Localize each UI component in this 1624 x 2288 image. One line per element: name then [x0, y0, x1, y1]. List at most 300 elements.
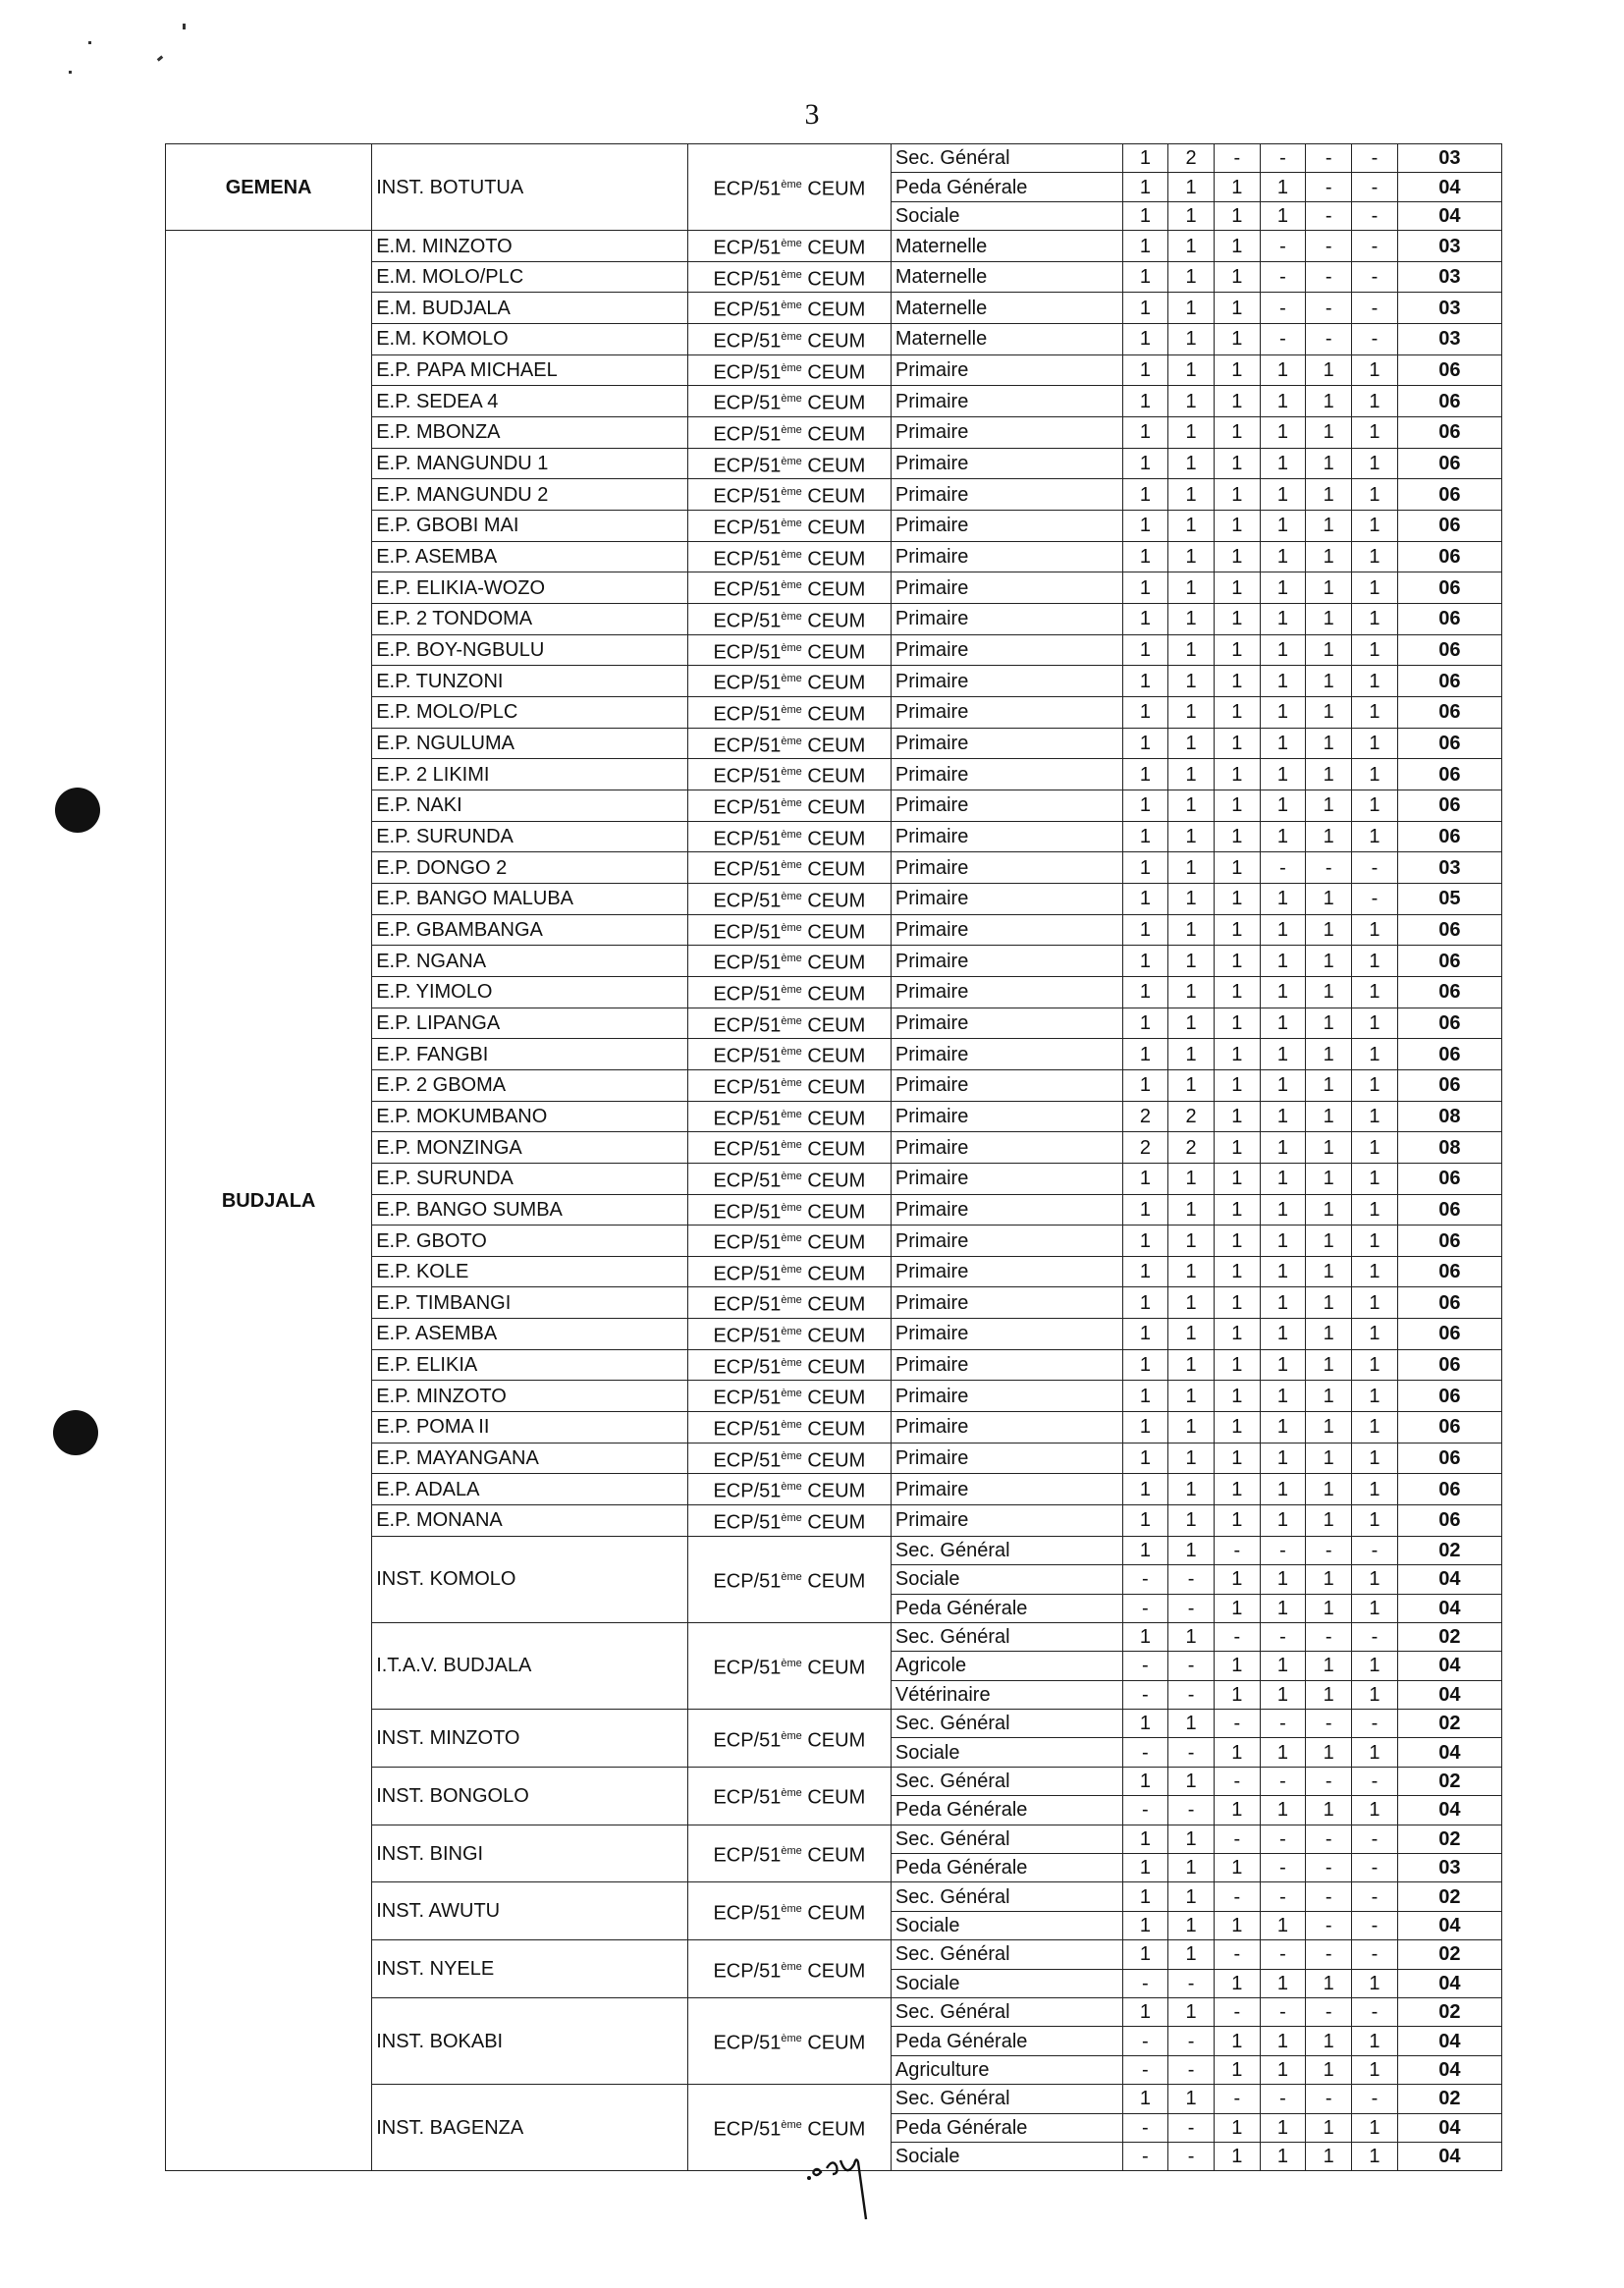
class-count: 1 — [1214, 1738, 1260, 1767]
class-count: 1 — [1122, 1381, 1168, 1412]
class-count: 1 — [1306, 1287, 1352, 1319]
row-total: 02 — [1397, 1767, 1501, 1795]
code-superscript: ème — [781, 921, 802, 934]
class-count: 1 — [1306, 1594, 1352, 1622]
code-superscript: ème — [781, 641, 802, 654]
code-superscript: ème — [781, 1326, 802, 1338]
class-count: - — [1260, 1767, 1306, 1795]
school-name: E.P. BANGO SUMBA — [372, 1194, 688, 1226]
code-prefix: ECP/51 — [713, 517, 782, 539]
management-code — [687, 1132, 891, 1164]
row-total: 06 — [1397, 511, 1501, 542]
code-prefix: ECP/51 — [713, 237, 782, 259]
class-count: 1 — [1122, 1536, 1168, 1564]
class-count: 1 — [1214, 1194, 1260, 1226]
school-name: INST. BOTUTUA — [372, 144, 688, 231]
class-count: 1 — [1306, 821, 1352, 852]
school-name: I.T.A.V. BUDJALA — [372, 1622, 688, 1709]
class-count: 1 — [1214, 1069, 1260, 1101]
class-count: 1 — [1306, 572, 1352, 604]
section-name: Sociale — [891, 2142, 1122, 2170]
section-name: Primaire — [891, 1194, 1122, 1226]
class-count: 1 — [1260, 354, 1306, 386]
management-code — [687, 790, 891, 821]
class-count: 1 — [1260, 666, 1306, 697]
class-count: 1 — [1122, 1911, 1168, 1939]
code-suffix: CEUM — [801, 952, 866, 974]
class-count: 1 — [1260, 697, 1306, 729]
class-count: 1 — [1352, 1680, 1398, 1709]
class-count: 1 — [1214, 946, 1260, 977]
class-count: 1 — [1122, 386, 1168, 417]
section-name: Sec. Général — [891, 1536, 1122, 1564]
school-name: E.P. 2 LIKIMI — [372, 759, 688, 790]
code-suffix: CEUM — [801, 2032, 866, 2054]
code-superscript: ème — [781, 179, 802, 191]
section-name: Primaire — [891, 604, 1122, 635]
class-count: 1 — [1168, 976, 1215, 1008]
school-name: E.P. PAPA MICHAEL — [372, 354, 688, 386]
class-count: 1 — [1260, 1194, 1306, 1226]
section-name: Agricole — [891, 1652, 1122, 1680]
class-count: 1 — [1168, 1039, 1215, 1070]
school-name: INST. BINGI — [372, 1825, 688, 1882]
class-count: 1 — [1306, 2055, 1352, 2084]
code-suffix: CEUM — [801, 361, 866, 384]
code-suffix: CEUM — [801, 1170, 866, 1192]
class-count: - — [1122, 1969, 1168, 1997]
code-prefix: ECP/51 — [713, 610, 782, 632]
class-count: 1 — [1352, 1194, 1398, 1226]
code-prefix: ECP/51 — [713, 1356, 782, 1379]
section-name: Primaire — [891, 976, 1122, 1008]
code-prefix: ECP/51 — [713, 858, 782, 881]
class-count: - — [1352, 1997, 1398, 2026]
class-count: 1 — [1168, 634, 1215, 666]
class-count: 1 — [1168, 1194, 1215, 1226]
row-total: 06 — [1397, 1412, 1501, 1444]
class-count: 1 — [1352, 1069, 1398, 1101]
row-total: 06 — [1397, 386, 1501, 417]
class-count: 1 — [1122, 1069, 1168, 1101]
class-count: - — [1306, 1536, 1352, 1564]
class-count: 1 — [1214, 1132, 1260, 1164]
class-count: 1 — [1352, 1505, 1398, 1537]
class-count: 1 — [1214, 1594, 1260, 1622]
school-name: E.P. 2 GBOMA — [372, 1069, 688, 1101]
class-count: - — [1352, 1767, 1398, 1795]
class-count: 1 — [1260, 821, 1306, 852]
class-count: 1 — [1122, 1767, 1168, 1795]
row-total: 06 — [1397, 946, 1501, 977]
class-count: - — [1306, 293, 1352, 324]
code-prefix: ECP/51 — [713, 1902, 782, 1925]
code-superscript: ème — [781, 2119, 802, 2132]
code-prefix: ECP/51 — [713, 1076, 782, 1099]
class-count: 1 — [1214, 976, 1260, 1008]
class-count: 1 — [1122, 976, 1168, 1008]
class-count: - — [1306, 1940, 1352, 1969]
section-name: Primaire — [891, 634, 1122, 666]
class-count: 1 — [1214, 448, 1260, 479]
code-superscript: ème — [781, 611, 802, 624]
class-count: 1 — [1168, 1536, 1215, 1564]
class-count: 1 — [1168, 231, 1215, 262]
class-count: 1 — [1168, 293, 1215, 324]
class-count: 1 — [1306, 604, 1352, 635]
class-count: - — [1352, 1825, 1398, 1853]
row-total: 06 — [1397, 1474, 1501, 1505]
code-suffix: CEUM — [801, 1076, 866, 1099]
row-total: 06 — [1397, 790, 1501, 821]
management-code — [687, 852, 891, 884]
management-code — [687, 1163, 891, 1194]
section-name: Sec. Général — [891, 1940, 1122, 1969]
class-count: 1 — [1214, 2027, 1260, 2055]
staffing-table-body — [166, 144, 1502, 2171]
class-count: 1 — [1214, 728, 1260, 759]
class-count: 1 — [1168, 759, 1215, 790]
school-name: E.P. MBONZA — [372, 417, 688, 449]
code-suffix: CEUM — [801, 237, 866, 259]
class-count: - — [1214, 1536, 1260, 1564]
class-count: - — [1122, 2142, 1168, 2170]
class-count: 1 — [1352, 634, 1398, 666]
class-count: - — [1122, 2055, 1168, 2084]
class-count: 1 — [1260, 1287, 1306, 1319]
class-count: 1 — [1214, 1287, 1260, 1319]
section-name: Sec. Général — [891, 1710, 1122, 1738]
class-count: 1 — [1306, 1039, 1352, 1070]
class-count: 1 — [1214, 1256, 1260, 1287]
class-count: 1 — [1214, 821, 1260, 852]
class-count: 1 — [1352, 1381, 1398, 1412]
school-name: INST. BOKABI — [372, 1997, 688, 2084]
code-prefix: ECP/51 — [713, 983, 782, 1006]
class-count: 1 — [1122, 417, 1168, 449]
class-count: 1 — [1122, 354, 1168, 386]
code-suffix: CEUM — [801, 300, 866, 322]
class-count: 1 — [1352, 1412, 1398, 1444]
class-count: - — [1352, 1710, 1398, 1738]
code-superscript: ème — [781, 1845, 802, 1858]
class-count: 1 — [1260, 1101, 1306, 1132]
code-prefix: ECP/51 — [713, 1657, 782, 1679]
class-count: 1 — [1260, 1911, 1306, 1939]
management-code — [687, 883, 891, 914]
code-superscript: ème — [781, 1658, 802, 1670]
class-count: 1 — [1168, 1940, 1215, 1969]
row-total: 06 — [1397, 541, 1501, 572]
class-count: 1 — [1214, 1443, 1260, 1474]
code-prefix: ECP/51 — [713, 268, 782, 291]
class-count: 1 — [1122, 1256, 1168, 1287]
class-count: 1 — [1122, 1997, 1168, 2026]
class-count: - — [1168, 2142, 1215, 2170]
class-count: 1 — [1306, 2142, 1352, 2170]
school-name: E.P. SEDEA 4 — [372, 386, 688, 417]
class-count: 1 — [1214, 1163, 1260, 1194]
binder-hole-mark — [55, 788, 100, 833]
staffing-table — [165, 143, 1502, 2171]
class-count: 1 — [1122, 201, 1168, 230]
class-count: 1 — [1352, 790, 1398, 821]
row-total: 06 — [1397, 976, 1501, 1008]
section-name: Sociale — [891, 1565, 1122, 1594]
code-superscript: ème — [781, 1570, 802, 1583]
code-superscript: ème — [781, 1046, 802, 1059]
row-total: 06 — [1397, 1194, 1501, 1226]
class-count: 1 — [1352, 354, 1398, 386]
class-count: 1 — [1260, 604, 1306, 635]
code-suffix: CEUM — [801, 579, 866, 602]
code-prefix: ECP/51 — [713, 2119, 782, 2142]
code-suffix: CEUM — [801, 1960, 866, 1983]
class-count: 1 — [1260, 1226, 1306, 1257]
class-count: 1 — [1306, 883, 1352, 914]
management-code — [687, 914, 891, 946]
class-count: 1 — [1168, 914, 1215, 946]
school-name: E.P. BOY-NGBULU — [372, 634, 688, 666]
section-name: Maternelle — [891, 231, 1122, 262]
class-count: - — [1214, 1767, 1260, 1795]
row-total: 06 — [1397, 759, 1501, 790]
section-name: Primaire — [891, 386, 1122, 417]
code-prefix: ECP/51 — [713, 486, 782, 509]
school-name: E.P. ASEMBA — [372, 541, 688, 572]
class-count: 1 — [1214, 2055, 1260, 2084]
class-count: 1 — [1260, 201, 1306, 230]
class-count: 2 — [1168, 1132, 1215, 1164]
class-count: 1 — [1214, 231, 1260, 262]
class-count: 1 — [1352, 1319, 1398, 1350]
class-count: - — [1260, 293, 1306, 324]
section-name: Maternelle — [891, 261, 1122, 293]
class-count: 1 — [1306, 511, 1352, 542]
class-count: 1 — [1168, 1767, 1215, 1795]
code-suffix: CEUM — [801, 1231, 866, 1254]
management-code — [687, 261, 891, 293]
class-count: - — [1168, 1680, 1215, 1709]
class-count: 1 — [1306, 354, 1352, 386]
row-total: 02 — [1397, 1997, 1501, 2026]
section-name: Peda Générale — [891, 173, 1122, 201]
code-suffix: CEUM — [801, 1481, 866, 1503]
code-suffix: CEUM — [801, 1418, 866, 1441]
scan-speck — [88, 41, 91, 44]
class-count: 1 — [1214, 852, 1260, 884]
code-prefix: ECP/51 — [713, 1108, 782, 1130]
code-suffix: CEUM — [801, 1325, 866, 1347]
school-name: INST. MINZOTO — [372, 1710, 688, 1768]
management-code — [687, 1825, 891, 1882]
section-name: Primaire — [891, 1256, 1122, 1287]
class-count: 1 — [1214, 1412, 1260, 1444]
class-count: - — [1306, 201, 1352, 230]
class-count: 1 — [1168, 1256, 1215, 1287]
class-count: - — [1260, 324, 1306, 355]
class-count: - — [1352, 883, 1398, 914]
code-suffix: CEUM — [801, 423, 866, 446]
class-count: 1 — [1352, 386, 1398, 417]
row-total: 06 — [1397, 1256, 1501, 1287]
section-name: Primaire — [891, 946, 1122, 977]
code-superscript: ème — [781, 1729, 802, 1742]
school-name: E.M. BUDJALA — [372, 293, 688, 324]
class-count: 1 — [1306, 666, 1352, 697]
management-code — [687, 1008, 891, 1039]
code-suffix: CEUM — [801, 486, 866, 509]
row-total: 04 — [1397, 2142, 1501, 2170]
class-count: 1 — [1214, 1039, 1260, 1070]
code-superscript: ème — [781, 1388, 802, 1400]
row-total: 06 — [1397, 1505, 1501, 1537]
code-superscript: ème — [781, 673, 802, 685]
class-count: 1 — [1260, 1443, 1306, 1474]
school-name: E.P. BANGO MALUBA — [372, 883, 688, 914]
management-code — [687, 1101, 891, 1132]
scan-speck — [69, 71, 72, 74]
class-count: 1 — [1122, 511, 1168, 542]
section-name: Primaire — [891, 479, 1122, 511]
class-count: 1 — [1352, 1039, 1398, 1070]
class-count: 1 — [1260, 634, 1306, 666]
code-suffix: CEUM — [801, 641, 866, 664]
code-prefix: ECP/51 — [713, 735, 782, 757]
class-count: 1 — [1168, 946, 1215, 977]
code-superscript: ème — [781, 579, 802, 592]
class-count: 1 — [1352, 1008, 1398, 1039]
row-total: 06 — [1397, 821, 1501, 852]
class-count: 1 — [1214, 1854, 1260, 1882]
code-superscript: ème — [781, 1787, 802, 1800]
section-name: Peda Générale — [891, 1796, 1122, 1825]
code-prefix: ECP/51 — [713, 330, 782, 353]
code-prefix: ECP/51 — [713, 796, 782, 819]
code-prefix: ECP/51 — [713, 1294, 782, 1317]
row-total: 02 — [1397, 1882, 1501, 1911]
code-suffix: CEUM — [801, 1138, 866, 1161]
class-count: - — [1214, 1825, 1260, 1853]
row-total: 04 — [1397, 2113, 1501, 2142]
management-code — [687, 1443, 891, 1474]
section-name: Primaire — [891, 883, 1122, 914]
code-suffix: CEUM — [801, 921, 866, 944]
class-count: 1 — [1352, 417, 1398, 449]
class-count: 1 — [1260, 1381, 1306, 1412]
class-count: 1 — [1306, 1652, 1352, 1680]
class-count: 1 — [1306, 697, 1352, 729]
school-name: E.P. NGULUMA — [372, 728, 688, 759]
code-superscript: ème — [781, 1076, 802, 1089]
code-suffix: CEUM — [801, 796, 866, 819]
class-count: 1 — [1168, 1622, 1215, 1651]
row-total: 04 — [1397, 1565, 1501, 1594]
school-name: E.P. TIMBANGI — [372, 1287, 688, 1319]
management-code — [687, 666, 891, 697]
code-prefix: ECP/51 — [713, 673, 782, 695]
class-count: 1 — [1352, 697, 1398, 729]
class-count: 1 — [1352, 1256, 1398, 1287]
class-count: 1 — [1352, 1969, 1398, 1997]
section-name: Primaire — [891, 1008, 1122, 1039]
class-count: 1 — [1306, 386, 1352, 417]
class-count: - — [1214, 1940, 1260, 1969]
row-total: 04 — [1397, 1652, 1501, 1680]
class-count: 1 — [1260, 1738, 1306, 1767]
class-count: - — [1260, 1882, 1306, 1911]
section-name: Sociale — [891, 201, 1122, 230]
class-count: 1 — [1306, 790, 1352, 821]
code-suffix: CEUM — [801, 178, 866, 200]
section-name: Primaire — [891, 572, 1122, 604]
class-count: 1 — [1260, 417, 1306, 449]
scan-speck — [157, 55, 164, 61]
code-suffix: CEUM — [801, 735, 866, 757]
class-count: 1 — [1168, 511, 1215, 542]
class-count: - — [1214, 1622, 1260, 1651]
class-count: 1 — [1168, 261, 1215, 293]
school-name: E.P. ELIKIA — [372, 1349, 688, 1381]
code-superscript: ème — [781, 1014, 802, 1027]
code-superscript: ème — [781, 890, 802, 902]
row-total: 06 — [1397, 1069, 1501, 1101]
row-total: 06 — [1397, 479, 1501, 511]
management-code — [687, 448, 891, 479]
class-count: 1 — [1352, 2055, 1398, 2084]
class-count: 1 — [1214, 1652, 1260, 1680]
class-count: 1 — [1352, 572, 1398, 604]
class-count: 2 — [1122, 1132, 1168, 1164]
class-count: 1 — [1214, 1474, 1260, 1505]
class-count: 1 — [1306, 1256, 1352, 1287]
class-count: 1 — [1214, 604, 1260, 635]
class-count: 1 — [1168, 479, 1215, 511]
school-name: E.P. DONGO 2 — [372, 852, 688, 884]
class-count: 1 — [1352, 1226, 1398, 1257]
class-count: - — [1306, 1854, 1352, 1882]
row-total: 03 — [1397, 144, 1501, 173]
class-count: - — [1168, 1738, 1215, 1767]
code-superscript: ème — [781, 300, 802, 312]
class-count: 1 — [1352, 1101, 1398, 1132]
management-code — [687, 541, 891, 572]
class-count: 1 — [1260, 386, 1306, 417]
class-count: 1 — [1306, 1226, 1352, 1257]
class-count: 1 — [1260, 1796, 1306, 1825]
class-count: 1 — [1122, 728, 1168, 759]
class-count: 1 — [1122, 1710, 1168, 1738]
school-name: E.P. MONZINGA — [372, 1132, 688, 1164]
section-name: Primaire — [891, 1381, 1122, 1412]
row-total: 05 — [1397, 883, 1501, 914]
class-count: 1 — [1122, 1474, 1168, 1505]
code-prefix: ECP/51 — [713, 423, 782, 446]
class-count: 1 — [1168, 1287, 1215, 1319]
section-name: Peda Générale — [891, 1854, 1122, 1882]
row-total: 04 — [1397, 1680, 1501, 1709]
class-count: - — [1352, 1940, 1398, 1969]
code-prefix: ECP/51 — [713, 1729, 782, 1752]
management-code — [687, 1505, 891, 1537]
class-count: 1 — [1214, 479, 1260, 511]
class-count: 1 — [1260, 1412, 1306, 1444]
section-name: Primaire — [891, 1474, 1122, 1505]
section-name: Peda Générale — [891, 2027, 1122, 2055]
class-count: 1 — [1168, 1008, 1215, 1039]
class-count: 1 — [1122, 1287, 1168, 1319]
code-superscript: ème — [781, 1294, 802, 1307]
